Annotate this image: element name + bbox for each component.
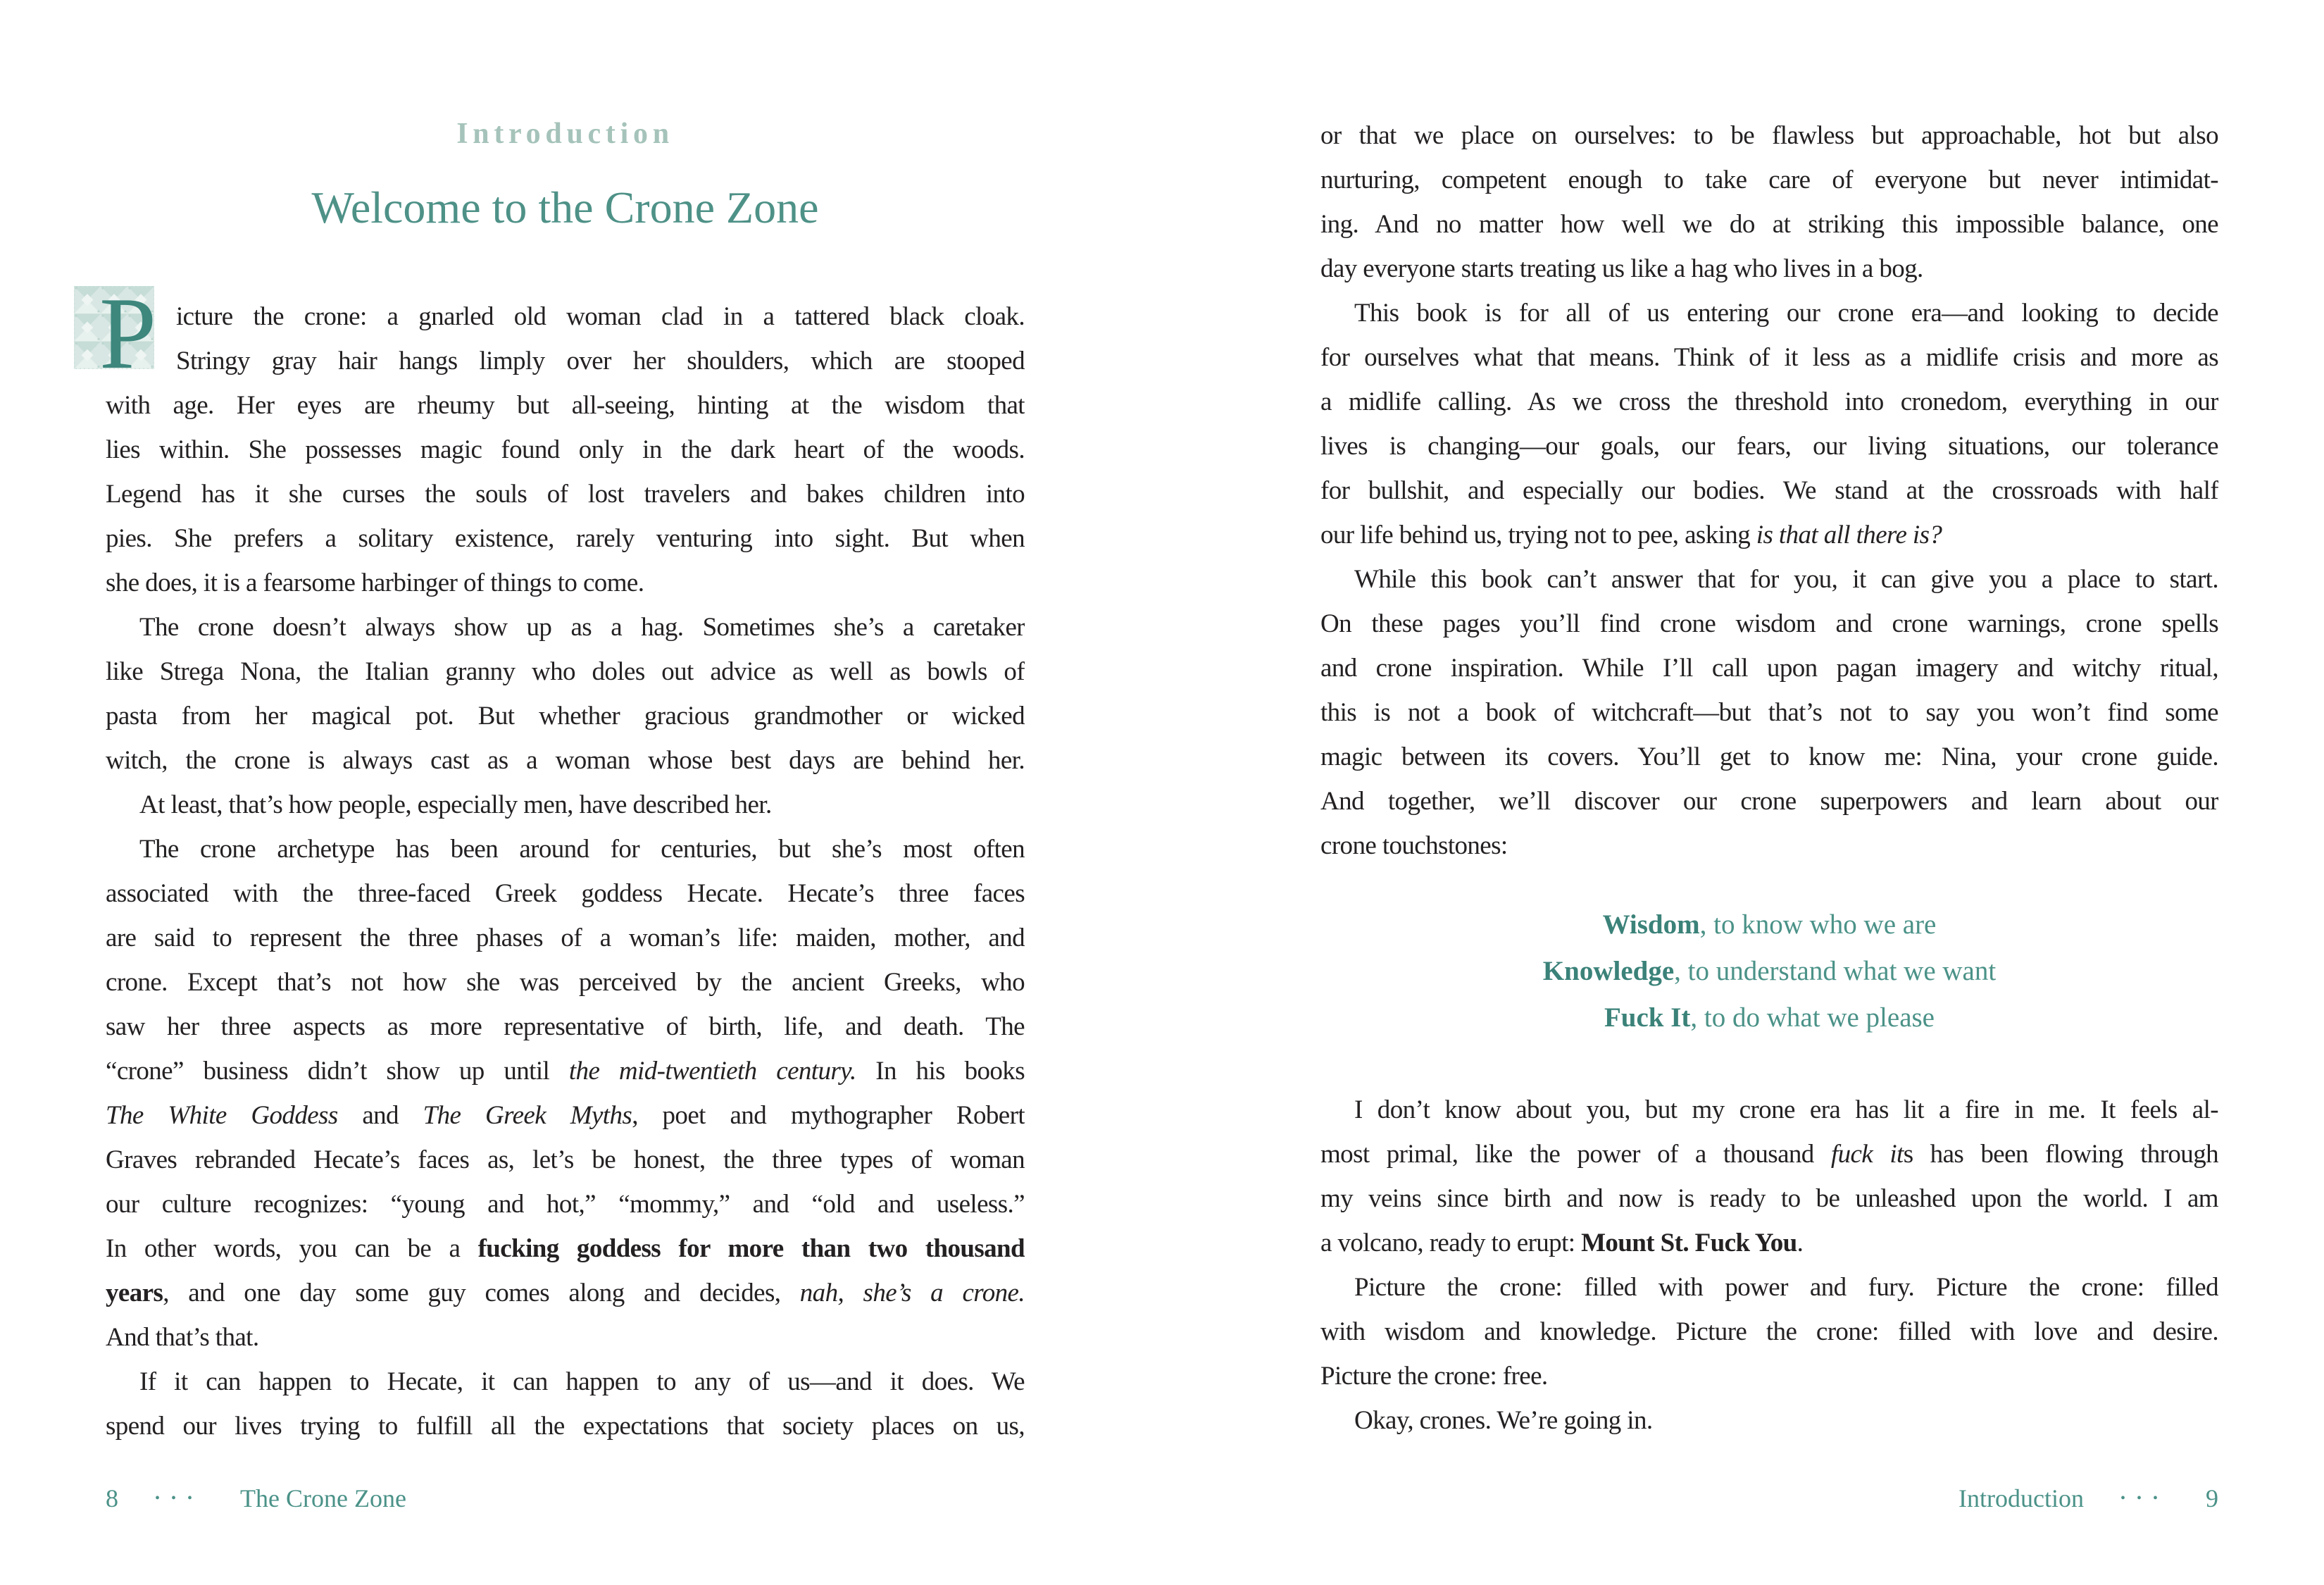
touchstone-term: Wisdom <box>1602 909 1700 940</box>
drop-cap <box>74 276 157 390</box>
text-line: pasta from her magical pot. But whether gracious grandmother or wicked <box>106 702 1025 731</box>
paragraph <box>1320 291 2218 557</box>
paragraph <box>106 605 1025 783</box>
text-line: On these pages you’ll find crone wisdom and crone warnings, crone spells <box>1320 609 2218 638</box>
footer-left <box>106 1484 1025 1513</box>
text-line: for ourselves what that means. Think of it less as a midlife crisis and more as <box>1320 343 2218 372</box>
right-text-bottom <box>1320 1088 2218 1443</box>
text-line: ing. And no matter how well we do at striking this impossible balance, one <box>1320 210 2218 239</box>
footer-right <box>1320 1484 2218 1513</box>
paragraph <box>106 1360 1025 1448</box>
touchstone-description: , to understand what we want <box>1674 956 1997 986</box>
touchstones-list <box>1320 902 2218 1041</box>
page-number-left: 8 <box>106 1484 118 1512</box>
text-line: The crone doesn’t always show up as a hag. Sometimes she’s a caretaker <box>139 613 1025 642</box>
paragraph <box>1320 1088 2218 1265</box>
text-line: Picture the crone: filled with power and fury. Picture the crone: filled <box>1354 1273 2218 1302</box>
text-line: In other words, you can be a fucking goddess for more than two thousand <box>106 1234 1025 1263</box>
text-line: our culture recognizes: “young and hot,” “mommy,” and “old and useless.” <box>106 1190 1025 1219</box>
text-line: Picture the crone: free. <box>1320 1362 1548 1391</box>
page-right <box>1320 0 2218 1585</box>
text-line: a midlife calling. As we cross the threshold into cronedom, everything in our <box>1320 387 2218 416</box>
text-line: our life behind us, trying not to pee, asking is that all there is? <box>1320 521 1942 549</box>
text-line: years, and one day some guy comes along and decides, nah, she’s a crone. <box>106 1279 1025 1307</box>
text-line: Graves rebranded Hecate’s faces as, let’s be honest, the three types of woman <box>106 1145 1025 1174</box>
text-line: Legend has it she curses the souls of lost travelers and bakes children into <box>106 480 1025 509</box>
paragraph <box>1320 1265 2218 1398</box>
text-line: nurturing, competent enough to take care of everyone but never intimidat- <box>1320 166 2218 194</box>
text-line: If it can happen to Hecate, it can happen to any of us—and it does. We <box>139 1367 1025 1396</box>
text-line: The crone archetype has been around for centuries, but she’s most often <box>139 835 1025 864</box>
text-line: for bullshit, and especially our bodies. We stand at the crossroads with half <box>1320 476 2218 505</box>
touchstone-line <box>1320 995 2218 1041</box>
text-line: lies within. She possesses magic found only in the dark heart of the woods. <box>106 435 1025 464</box>
text-line: magic between its covers. You’ll get to know me: Nina, your crone guide. <box>1320 742 2218 771</box>
text-line: While this book can’t answer that for you, it can give you a place to start. <box>1354 565 2218 594</box>
text-line: crone touchstones: <box>1320 831 1508 860</box>
chapter-title: Welcome to the Crone Zone <box>311 182 819 232</box>
text-line: and crone inspiration. While I’ll call upon pagan imagery and witchy ritual, <box>1320 654 2218 683</box>
text-line: lives is changing—our goals, our fears, our living situations, our tolerance <box>1320 432 2218 461</box>
footer-dots-left: ••• <box>155 1491 204 1506</box>
drop-cap-letter: P <box>99 276 157 390</box>
text-line: like Strega Nona, the Italian granny who doles out advice as well as bowls of <box>106 657 1025 686</box>
text-line: or that we place on ourselves: to be flawless but approachable, hot but also <box>1320 121 2218 150</box>
footer-dots-right: ••• <box>2120 1491 2169 1506</box>
text-line: And together, we’ll discover our crone superpowers and learn about our <box>1320 787 2218 816</box>
text-line: associated with the three-faced Greek goddess Hecate. Hecate’s three faces <box>106 879 1025 908</box>
text-line: The White Goddess and The Greek Myths, poet and mythographer Robert <box>106 1101 1025 1130</box>
text-line: saw her three aspects as more representative of birth, life, and death. The <box>106 1012 1025 1041</box>
touchstone-description: , to know who we are <box>1699 909 1937 940</box>
text-line: witch, the crone is always cast as a woman whose best days are behind her. <box>106 746 1025 775</box>
text-line: Stringy gray hair hangs limply over her shoulders, which are stooped <box>176 347 1025 375</box>
text-line: with age. Her eyes are rheumy but all-seeing, hinting at the wisdom that <box>106 391 1025 420</box>
running-title-left: The Crone Zone <box>240 1484 406 1512</box>
text-line: I don’t know about you, but my crone era has lit a fire in me. It feels al- <box>1354 1095 2218 1124</box>
running-title-right: Introduction <box>1958 1484 2084 1512</box>
section-kicker: Introduction <box>456 118 674 150</box>
text-line: a volcano, ready to erupt: Mount St. Fuck You. <box>1320 1229 1804 1257</box>
touchstone-line <box>1320 948 2218 995</box>
text-line: day everyone starts treating us like a hag who lives in a bog. <box>1320 254 1923 283</box>
paragraph <box>106 827 1025 1360</box>
text-line: And that’s that. <box>106 1323 259 1352</box>
touchstone-term: Knowledge <box>1542 956 1675 986</box>
text-line: are said to represent the three phases of a woman’s life: maiden, mother, and <box>106 924 1025 952</box>
right-text-top <box>1320 113 2218 868</box>
touchstone-term: Fuck It <box>1604 1002 1691 1033</box>
text-line: pies. She prefers a solitary existence, rarely venturing into sight. But when <box>106 524 1025 553</box>
text-line: she does, it is a fearsome harbinger of things to come. <box>106 568 644 597</box>
text-line: my veins since birth and now is ready to be unleashed upon the world. I am <box>1320 1184 2218 1213</box>
page-left <box>99 0 1025 1585</box>
paragraph <box>1320 113 2218 291</box>
text-line: most primal, like the power of a thousand fuck its has been flowing through <box>1320 1140 2218 1169</box>
paragraph <box>106 783 1025 827</box>
paragraph <box>99 276 1025 605</box>
touchstone-description: , to do what we please <box>1690 1002 1935 1033</box>
text-line: with wisdom and knowledge. Picture the crone: filled with love and desire. <box>1320 1317 2218 1346</box>
text-line: spend our lives trying to fulfill all the expectations that society places on us, <box>106 1412 1025 1441</box>
paragraph <box>1320 557 2218 868</box>
left-text-column <box>99 276 1025 1448</box>
text-line: icture the crone: a gnarled old woman clad in a tattered black cloak. <box>176 302 1025 331</box>
text-line: crone. Except that’s not how she was perceived by the ancient Greeks, who <box>106 968 1025 997</box>
touchstone-line <box>1320 902 2218 948</box>
text-line: Okay, crones. We’re going in. <box>1354 1406 1653 1435</box>
text-line: “crone” business didn’t show up until the mid-twentieth century. In his books <box>106 1057 1025 1086</box>
right-text-column <box>1320 113 2218 1443</box>
page-number-right: 9 <box>2206 1484 2218 1512</box>
text-line: this is not a book of witchcraft—but that’s not to say you won’t find some <box>1320 698 2218 727</box>
text-line: At least, that’s how people, especially men, have described her. <box>139 790 772 819</box>
paragraph <box>1320 1398 2218 1443</box>
text-line: This book is for all of us entering our crone era—and looking to decide <box>1354 299 2218 328</box>
